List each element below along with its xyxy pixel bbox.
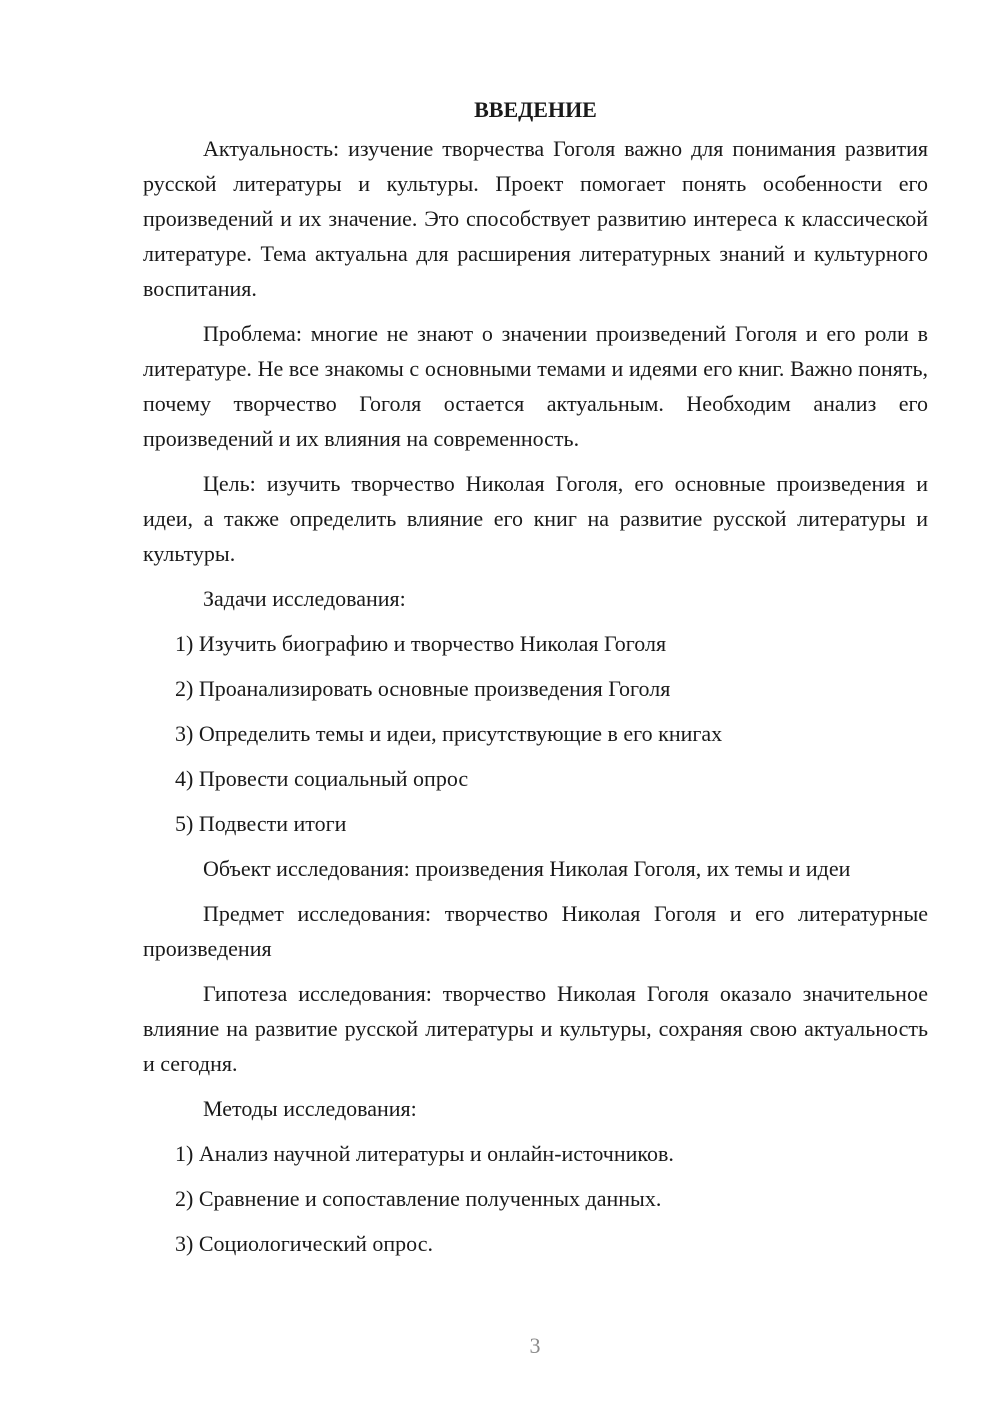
tasks-label: Задачи исследования: [203,586,406,611]
problem-paragraph: Проблема: многие не знают о значении произведений Гоголя и его роли в литературе. Не все знакомы с основными темами и идеями его книг. Важно понять, почему творчество Гоголя остается актуальным. Необходим анализ его произведений и их влияния на современность. [143,321,928,451]
methods-list [143,1136,928,1261]
method-item: 2) Сравнение и сопоставление полученных данных. [175,1186,662,1211]
task-item: 3) Определить темы и идеи, присутствующие в его книгах [175,721,723,746]
page-number: 3 [529,1333,541,1358]
task-item: 4) Провести социальный опрос [175,766,469,791]
method-item: 1) Анализ научной литературы и онлайн-источников. [175,1141,674,1166]
section-heading: ВВЕДЕНИЕ [474,97,597,122]
methods-label: Методы исследования: [203,1096,417,1121]
hypothesis-paragraph: Гипотеза исследования: творчество Николая Гоголя оказало значительное влияние на развитие русской литературы и культуры, сохраняя свою актуальность и сегодня. [143,981,928,1076]
task-item: 1) Изучить биографию и творчество Николая Гоголя [175,631,667,656]
subject-paragraph: Предмет исследования: творчество Николая Гоголя и его литературные произведения [143,901,928,961]
task-item: 2) Проанализировать основные произведения Гоголя [175,676,671,701]
goal-paragraph: Цель: изучить творчество Николая Гоголя, его основные произведения и идеи, а также определить влияние его книг на развитие русской литературы и культуры. [143,471,928,566]
method-item: 3) Социологический опрос. [175,1231,433,1256]
task-item: 5) Подвести итоги [175,811,347,836]
relevance-paragraph: Актуальность: изучение творчества Гоголя важно для понимания развития русской литературы и культуры. Проект помогает понять особенности его произведений и их значение. Это способствует развитию интереса к классической литературе. Тема актуальна для расширения литературных знаний и культурного воспитания. [143,136,928,301]
tasks-list [143,626,928,841]
object-paragraph: Объект исследования: произведения Николая Гоголя, их темы и идеи [203,856,851,881]
page-content [143,95,928,1271]
